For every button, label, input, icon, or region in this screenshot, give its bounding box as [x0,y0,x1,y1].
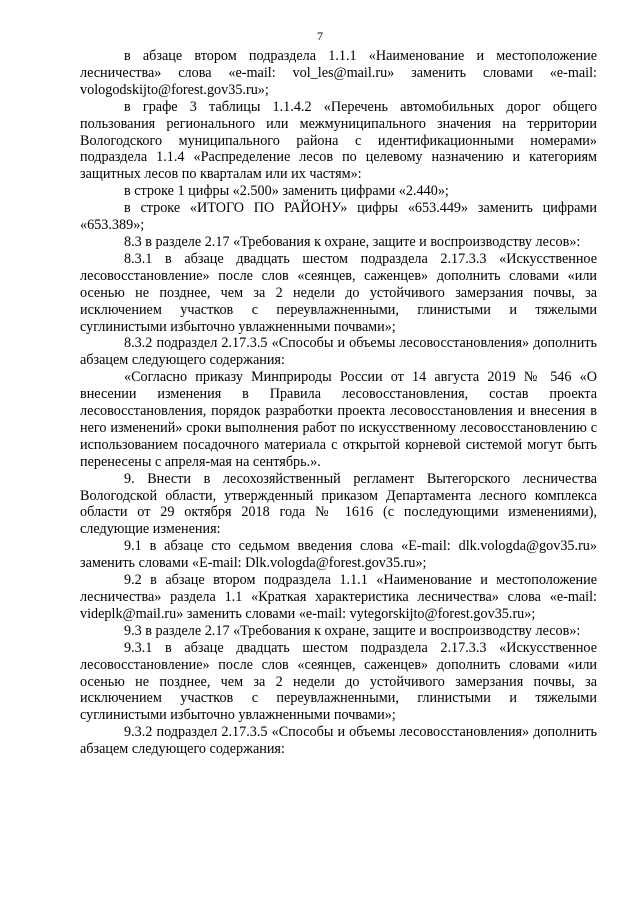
paragraph: 8.3 в разделе 2.17 «Требования к охране, защите и воспроизводству лесов»: [124,233,581,250]
paragraph: в строке «ИТОГО ПО РАЙОНУ» цифры «653.449» заменить цифрами «653.389»; [80,200,597,234]
paragraph: 9.3.1 в абзаце двадцать шестом подраздела 2.17.3.3 «Искусственное лесовосстановление» после слов «сеянцев, саженцев» дополнить словами «или осенью не позднее, чем за 2 недели до устойчивого замерзания почвы, за исключением участков с переувлажненными, глинистыми и тяжелыми суглинистыми избыточно увлажненными почвами»; [80,639,597,724]
paragraph: в абзаце втором подраздела 1.1.1 «Наименование и местоположение лесничества» слова «e-mail: vol_les@mail.ru» заменить словами «e-mail: vologodskijto@forest.gov35.ru»; [80,48,597,98]
paragraph: 9. Внести в лесохозяйственный регламент Вытегорского лесничества Вологодской области, утвержденный приказом Департамента лесного комплекса области от 29 октября 2018 года № 1616 (с последующими изменениями), следующие изменения: [80,470,597,538]
paragraph: 8.3.2 подраздел 2.17.3.5 «Способы и объемы лесовосстановления» дополнить абзацем следующего содержания: [80,335,597,369]
paragraph: 8.3.1 в абзаце двадцать шестом подраздела 2.17.3.3 «Искусственное лесовосстановление» после слов «сеянцев, саженцев» дополнить словами «или осенью не позднее, чем за 2 недели до устойчивого замерзания почвы, за исключением участков с переувлажненными, глинистыми и тяжелыми суглинистыми избыточно увлажненными почвами»; [80,250,597,335]
paragraph: в графе 3 таблицы 1.1.4.2 «Перечень автомобильных дорог общего пользования регионального или межмуниципального значения на территории Вологодского муниципального района с идентификационными номерами» подраздела 1.1.4 «Распределение лесов по целевому назначению и категориям защитных лесов по кварталам или их частям»: [80,98,597,183]
page-number: 7 [317,29,323,43]
paragraph: 9.1 в абзаце сто седьмом введения слова «E-mail: dlk.vologda@gov35.ru» заменить словами «E-mail: Dlk.vologda@forest.gov35.ru»; [80,538,597,572]
document-body [80,48,597,758]
paragraph: 9.3 в разделе 2.17 «Требования к охране, защите и воспроизводству лесов»: [124,622,581,639]
paragraph: 9.3.2 подраздел 2.17.3.5 «Способы и объемы лесовосстановления» дополнить абзацем следующего содержания: [80,724,597,758]
paragraph: «Согласно приказу Минприроды России от 14 августа 2019 № 546 «О внесении изменения в Правила лесовосстановления, состав проекта лесовосстановления, порядок разработки проекта лесовосстановления и внесения в него изменений» сроки выполнения работ по искусственному лесовосстановлению с использованием посадочного материала с открытой корневой системой могут быть перенесены с апреля-мая на сентябрь.». [80,369,597,470]
paragraph: в строке 1 цифры «2.500» заменить цифрами «2.440»; [124,183,449,200]
paragraph: 9.2 в абзаце втором подраздела 1.1.1 «Наименование и местоположение лесничества» раздела 1.1 «Краткая характеристика лесничества» слова «e-mail: videplk@mail.ru» заменить словами «e-mail: vytegorskijto@forest.gov35.ru»; [80,572,597,622]
